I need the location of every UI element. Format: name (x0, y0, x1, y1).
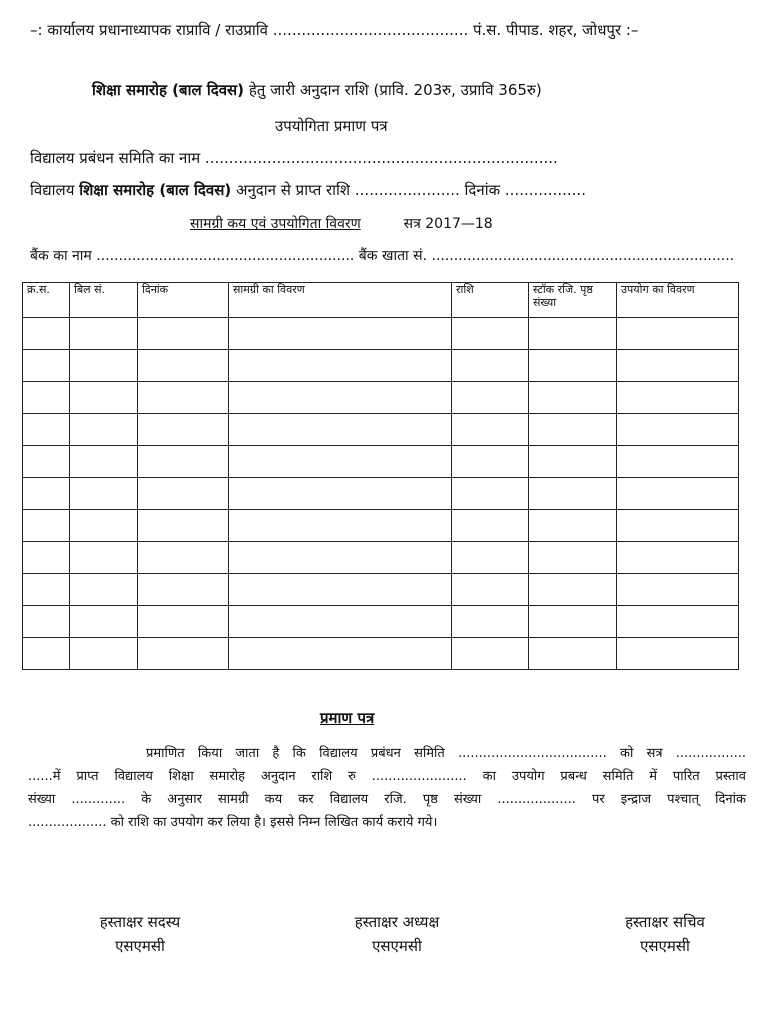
table-cell[interactable] (70, 510, 138, 542)
signature-member-title: हस्ताक्षर सदस्य (99, 913, 181, 931)
col-header-bill-no: बिल सं. (70, 283, 138, 318)
signature-chairman-title: हस्ताक्षर अध्यक्ष (354, 913, 440, 931)
table-cell[interactable] (529, 382, 617, 414)
table-cell[interactable] (617, 478, 739, 510)
bank-line: बैंक का नाम .......................................................... बैंक खाता सं. .................................................................... (30, 248, 735, 264)
table-cell[interactable] (138, 350, 229, 382)
certificate-line-3: संख्या ............. के अनुसार सामग्री कय कर विद्यालय रजि. पृष्ठ संख्या ................... पर इन्द्राज पश्चात् दिनांक (28, 792, 746, 807)
table-cell[interactable] (229, 574, 452, 606)
table-cell[interactable] (138, 414, 229, 446)
certificate-line-1: प्रमाणित किया जाता है कि विद्यालय प्रबंधन समिति .................................... को सत्र ................. (146, 746, 746, 761)
table-cell[interactable] (229, 606, 452, 638)
table-cell[interactable] (23, 574, 70, 606)
table-cell[interactable] (23, 446, 70, 478)
table-cell[interactable] (529, 510, 617, 542)
title-bold: शिक्षा समारोह (बाल दिवस) (92, 81, 245, 99)
table-cell[interactable] (452, 414, 529, 446)
table-cell[interactable] (452, 638, 529, 670)
table-cell[interactable] (452, 446, 529, 478)
details-heading (190, 214, 493, 234)
table-cell[interactable] (23, 350, 70, 382)
table-cell[interactable] (452, 478, 529, 510)
signature-chairman (297, 910, 497, 958)
table-cell[interactable] (23, 414, 70, 446)
grant-bold: शिक्षा समारोह (बाल दिवस) (79, 181, 232, 199)
table-row (23, 414, 739, 446)
table-cell[interactable] (70, 382, 138, 414)
table-cell[interactable] (452, 606, 529, 638)
table-cell[interactable] (529, 318, 617, 350)
col-header-stock-register-page: स्टॉक रजि. पृष्ठ संख्या (529, 283, 617, 318)
table-cell[interactable] (617, 350, 739, 382)
table-cell[interactable] (23, 478, 70, 510)
document-title (92, 80, 542, 100)
table-cell[interactable] (70, 318, 138, 350)
table-cell[interactable] (70, 446, 138, 478)
table-cell[interactable] (70, 542, 138, 574)
table-cell[interactable] (138, 510, 229, 542)
table-header-row (23, 283, 739, 318)
table-cell[interactable] (229, 638, 452, 670)
table-cell[interactable] (452, 510, 529, 542)
table-cell[interactable] (23, 382, 70, 414)
table-cell[interactable] (229, 414, 452, 446)
table-cell[interactable] (229, 510, 452, 542)
col-header-amount: राशि (452, 283, 529, 318)
table-cell[interactable] (617, 414, 739, 446)
table-cell[interactable] (529, 350, 617, 382)
table-row (23, 574, 739, 606)
table-row (23, 478, 739, 510)
table-cell[interactable] (617, 446, 739, 478)
table-cell[interactable] (138, 606, 229, 638)
certificate-line-4: ................... को राशि का उपयोग कर लिया है। इससे निम्न लिखित कार्य कराये गये। (28, 815, 438, 830)
table-cell[interactable] (229, 382, 452, 414)
table-cell[interactable] (138, 382, 229, 414)
table-row (23, 382, 739, 414)
table-row (23, 446, 739, 478)
table-cell[interactable] (23, 542, 70, 574)
table-cell[interactable] (229, 542, 452, 574)
table-cell[interactable] (138, 478, 229, 510)
table-cell[interactable] (617, 382, 739, 414)
session-text: सत्र 2017—18 (403, 216, 493, 232)
table-cell[interactable] (70, 478, 138, 510)
table-cell[interactable] (70, 574, 138, 606)
table-cell[interactable] (529, 446, 617, 478)
signature-member-role: एसएमसी (115, 937, 165, 955)
details-heading-text: सामग्री कय एवं उपयोगिता विवरण (190, 216, 361, 232)
title-rest: हेतु जारी अनुदान राशि (प्रावि. 203रु, उप्रावि 365रु) (244, 81, 542, 99)
table-cell[interactable] (529, 542, 617, 574)
table-cell[interactable] (138, 542, 229, 574)
table-row (23, 542, 739, 574)
table-cell[interactable] (138, 446, 229, 478)
table-cell[interactable] (452, 350, 529, 382)
table-row (23, 510, 739, 542)
document-subtitle: उपयोगिता प्रमाण पत्र (275, 117, 388, 135)
table-cell[interactable] (70, 350, 138, 382)
table-cell[interactable] (452, 574, 529, 606)
signature-member (40, 910, 240, 958)
table-cell[interactable] (529, 414, 617, 446)
table-cell[interactable] (452, 318, 529, 350)
col-header-date: दिनांक (138, 283, 229, 318)
table-cell[interactable] (617, 574, 739, 606)
table-cell[interactable] (23, 318, 70, 350)
table-cell[interactable] (617, 606, 739, 638)
table-cell[interactable] (529, 606, 617, 638)
table-cell[interactable] (70, 638, 138, 670)
table-cell[interactable] (229, 446, 452, 478)
signature-secretary-role: एसएमसी (640, 937, 690, 955)
grant-prefix: विद्यालय (30, 181, 80, 199)
table-cell[interactable] (229, 350, 452, 382)
grant-suffix: अनुदान से प्राप्त राशि ...................... दिनांक ................. (231, 181, 586, 199)
expense-table (22, 282, 739, 670)
grant-amount-field (30, 180, 586, 200)
table-cell[interactable] (229, 478, 452, 510)
col-header-serial: क्र.स. (23, 283, 70, 318)
table-row (23, 606, 739, 638)
col-header-usage-details: उपयोग का विवरण (617, 283, 739, 318)
table-cell[interactable] (529, 574, 617, 606)
table-cell[interactable] (529, 638, 617, 670)
table-cell[interactable] (229, 318, 452, 350)
table-cell[interactable] (23, 606, 70, 638)
table-cell[interactable] (23, 510, 70, 542)
signature-chairman-role: एसएमसी (372, 937, 422, 955)
table-row (23, 638, 739, 670)
committee-name-field: विद्यालय प्रबंधन समिति का नाम .......................................................................... (30, 149, 558, 167)
table-cell[interactable] (70, 414, 138, 446)
table-cell[interactable] (617, 638, 739, 670)
certificate-line-2: ......में प्राप्त विद्यालय शिक्षा समारोह अनुदान राशि रु ....................... का उपयोग प्रबन्ध समिति में पारित प्रस्ताव (28, 769, 746, 784)
table-row (23, 350, 739, 382)
col-header-item-details: सामग्री का विवरण (229, 283, 452, 318)
table-cell[interactable] (138, 638, 229, 670)
office-line: –: कार्यालय प्रधानाध्यापक राप्रावि / राउप्रावि ......................................... पं.स. पीपाड. शहर, जोधपुर :– (30, 21, 639, 39)
table-cell[interactable] (617, 318, 739, 350)
signature-secretary-title: हस्ताक्षर सचिव (625, 913, 705, 931)
table-cell[interactable] (617, 510, 739, 542)
table-cell[interactable] (138, 318, 229, 350)
table-row (23, 318, 739, 350)
table-cell[interactable] (23, 638, 70, 670)
table-cell[interactable] (70, 606, 138, 638)
table-cell[interactable] (529, 478, 617, 510)
signature-secretary (565, 910, 765, 958)
certificate-heading: प्रमाण पत्र (320, 709, 375, 727)
table-cell[interactable] (138, 574, 229, 606)
table-cell[interactable] (452, 542, 529, 574)
table-cell[interactable] (452, 382, 529, 414)
table-cell[interactable] (617, 542, 739, 574)
